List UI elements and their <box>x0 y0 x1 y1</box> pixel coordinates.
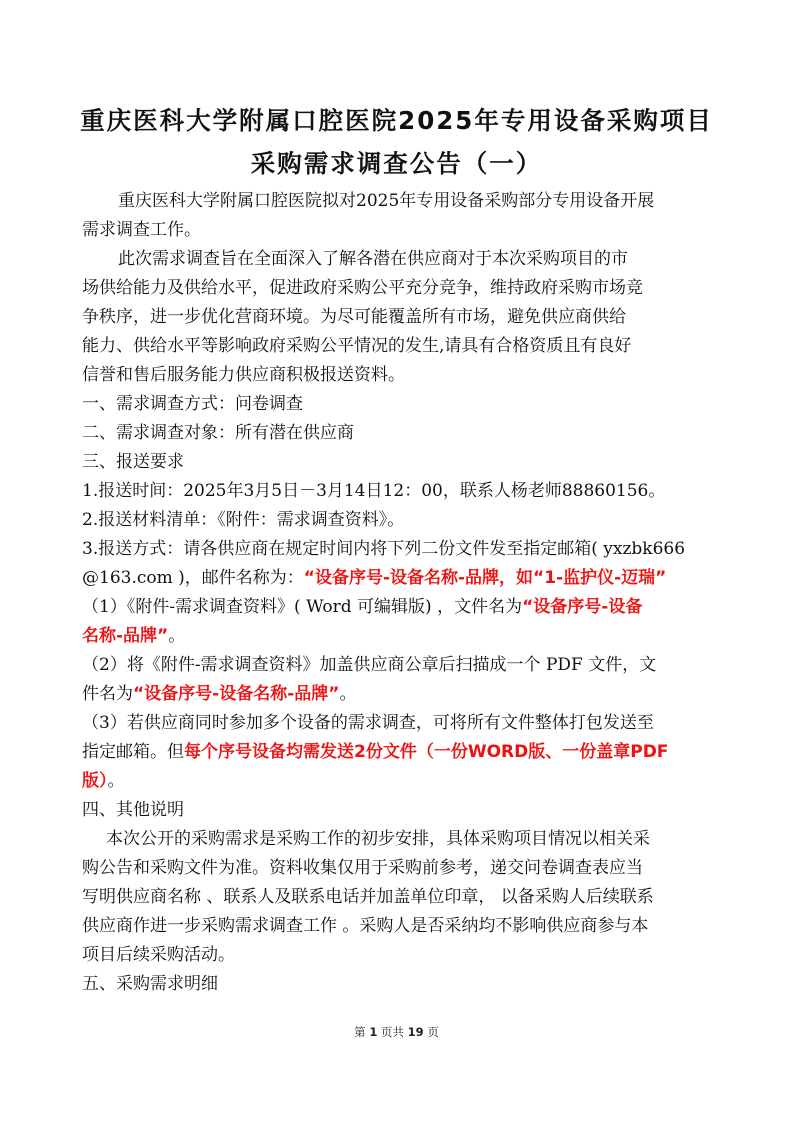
other-notes-line-2: 购公告和采购文件为准。资料收集仅用于采购前参考，递交问卷调查表应当 <box>82 858 643 878</box>
line-end-punctuation: 。 <box>107 771 125 791</box>
other-notes-line-4: 供应商作进一步采购需求调查工作 。采购人是否采纳均不影响供应商参与本 <box>82 916 649 936</box>
footer-suffix: 页 <box>427 1025 439 1039</box>
requirement-3-line-9 <box>82 767 125 796</box>
current-page-number: 1 <box>369 1025 378 1039</box>
requirement-3-line-8 <box>82 738 668 767</box>
pdf-file-name-highlight: “设备序号-设备名称-品牌” <box>133 684 340 704</box>
footer-prefix: 第 <box>354 1025 366 1039</box>
requirement-3-line-2 <box>82 564 666 593</box>
intro-paragraph-2-line-4: 能力、供给水平等影响政府采购公平情况的发生,请具有合格资质且有良好 <box>82 336 632 356</box>
multi-device-label: 指定邮箱。但 <box>82 742 184 762</box>
requirement-3-line-6 <box>82 680 356 709</box>
section-heading-5: 五、采购需求明细 <box>82 974 218 994</box>
word-file-name-highlight: “设备序号-设备 <box>522 597 643 617</box>
intro-paragraph-2-line-3: 争秩序，进一步优化营商环境。为尽可能覆盖所有市场，避免供应商供给 <box>82 307 626 327</box>
other-notes-line-1: 本次公开的采购需求是采购工作的初步安排，具体采购项目情况以相关采 <box>106 829 650 849</box>
total-page-count: 19 <box>407 1025 424 1039</box>
requirement-3-line-3 <box>82 593 642 622</box>
section-heading-4: 四、其他说明 <box>82 800 184 820</box>
page-title-line-1: 重庆医科大学附属口腔医院2025年专用设备采购项目 <box>80 106 713 135</box>
email-naming-format-highlight: “设备序号-设备名称-品牌，如“1-监护仪-迈瑞” <box>303 568 667 588</box>
requirement-2-materials: 2.报送材料清单：《附件：需求调查资料》。 <box>82 510 405 530</box>
other-notes-line-5: 项目后续采购活动。 <box>82 945 235 965</box>
intro-paragraph-1-line-2: 需求调查工作。 <box>82 220 201 240</box>
intro-paragraph-2-line-1: 此次需求调查旨在全面深入了解各潜在供应商对于本次采购项目的市 <box>118 249 628 269</box>
intro-paragraph-2-line-2: 场供给能力及供给水平，促进政府采购公平充分竞争，维持政府采购市场竞 <box>82 278 643 298</box>
section-heading-1: 一、需求调查方式：问卷调查 <box>82 394 303 414</box>
requirement-3-line-7: （3）若供应商同时参加多个设备的需求调查，可将所有文件整体打包发送至 <box>82 713 654 733</box>
email-naming-label: @163.com )，邮件名称为： <box>82 568 304 588</box>
word-file-name-highlight-cont: 名称-品牌” <box>82 626 169 646</box>
line-end-punctuation: 。 <box>339 684 357 704</box>
section-heading-3: 三、报送要求 <box>82 452 184 472</box>
requirement-3-line-5: （2）将《附件-需求调查资料》加盖供应商公章后扫描成一个 PDF 文件，文 <box>82 655 657 675</box>
line-end-punctuation: 。 <box>168 626 186 646</box>
page-title-line-2: 采购需求调查公告（一） <box>250 149 543 178</box>
intro-paragraph-2-line-5: 信誉和售后服务能力供应商积极报送资料。 <box>82 365 405 385</box>
requirement-1-deadline: 1.报送时间：2025年3月5日－3月14日12：00，联系人杨老师88860156。 <box>82 481 666 501</box>
section-heading-2: 二、需求调查对象：所有潜在供应商 <box>82 423 354 443</box>
requirement-3-line-4 <box>82 622 185 651</box>
other-notes-line-3: 写明供应商名称 、联系人及联系电话并加盖单位印章， 以备采购人后续联系 <box>82 887 654 907</box>
intro-paragraph-1-line-1: 重庆医科大学附属口腔医院拟对2025年专用设备采购部分专用设备开展 <box>118 191 655 211</box>
requirement-3-line-1: 3.报送方式：请各供应商在规定时间内将下列二份文件发至指定邮箱( yxzbk666 <box>82 539 686 559</box>
pdf-file-label: 件名为 <box>82 684 133 704</box>
word-file-label: （1）《附件-需求调查资料》( Word 可编辑版) ，文件名为 <box>82 597 523 617</box>
two-files-required-highlight-cont: 版） <box>82 771 108 791</box>
footer-mid: 页共 <box>381 1025 404 1039</box>
page-number-footer <box>0 1024 793 1040</box>
two-files-required-highlight: 每个序号设备均需发送2份文件（一份WORD版、一份盖章PDF <box>184 742 669 762</box>
